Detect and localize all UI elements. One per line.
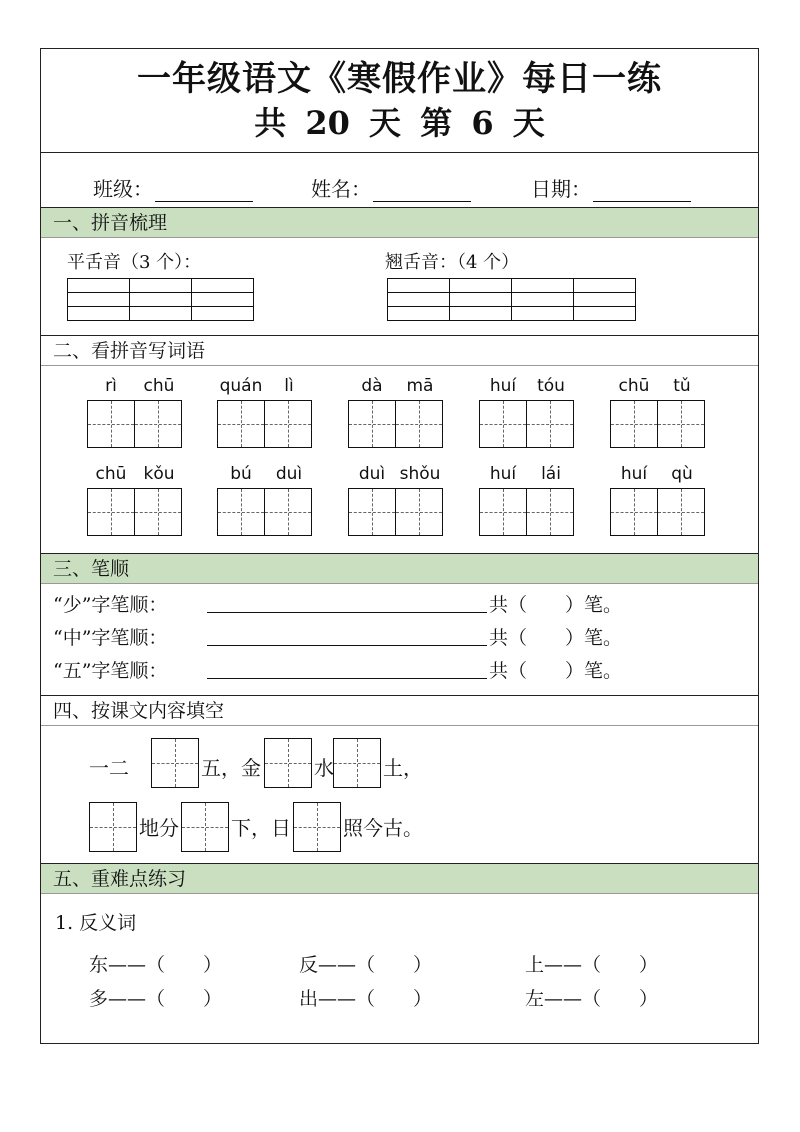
section5-heading: 五、重难点练习 [41,864,758,894]
pinyin-word-group [87,376,185,448]
tianzige-pair [348,488,446,536]
tianzige-box[interactable] [610,488,658,536]
stroke-label: “五”字笔顺： [53,660,168,682]
tianzige-box[interactable] [87,488,135,536]
pinyin [348,464,446,488]
pinyin-word-group [217,376,315,448]
tianzige-pair [87,488,185,536]
fill-box[interactable] [151,738,199,788]
fill-text: 照今古。 [343,816,423,840]
pinyin-syllable: lì [284,376,294,396]
pinyin [479,376,577,400]
tianzige-box[interactable] [527,400,574,448]
section5-body [41,894,758,1054]
antonym-item[interactable]: 出——（ ） [299,988,433,1010]
section1-heading: 一、拼音梳理 [41,208,758,238]
pinyin-syllable: dà [361,376,383,396]
date-blank[interactable] [593,183,691,202]
class-field[interactable] [93,173,253,202]
tianzige-pair [610,400,708,448]
tianzige-box[interactable] [479,488,527,536]
page-subtitle: 共 20 天 第 6 天 [254,104,545,142]
pinyin-syllable: huí [489,464,517,484]
name-label: 姓名： [311,177,371,201]
fill-box[interactable] [181,802,229,852]
pinyin-syllable: huí [620,464,648,484]
pinyin [87,376,185,400]
tianzige-box[interactable] [348,400,396,448]
pinyin-word-group [479,464,577,536]
retroflex-grid[interactable] [387,278,636,321]
fill-text: 土， [383,756,423,780]
tianzige-box[interactable] [348,488,396,536]
tianzige-box[interactable] [658,400,705,448]
class-label: 班级： [93,177,153,201]
name-blank[interactable] [373,183,471,202]
pinyin-syllable: tóu [537,376,565,396]
pinyin [610,376,708,400]
stroke-count[interactable]: 共（ ）笔。 [489,627,623,649]
antonym-item[interactable]: 上——（ ） [525,954,659,976]
retroflex-label: 翘舌音：（4 个） [385,252,520,273]
section4-heading: 四、按课文内容填空 [41,696,758,726]
tianzige-box[interactable] [527,488,574,536]
date-label: 日期： [531,177,591,201]
pinyin [348,376,446,400]
pinyin-syllable: huí [489,376,517,396]
title-block [41,49,758,153]
pinyin-word-group [217,464,315,536]
tianzige-pair [217,488,315,536]
stroke-blank[interactable] [207,612,487,613]
pinyin-word-group [348,376,446,448]
pinyin-word-group [348,464,446,536]
section2-heading: 二、看拼音写词语 [41,336,758,366]
fill-box[interactable] [293,802,341,852]
tianzige-box[interactable] [396,488,443,536]
tianzige-box[interactable] [217,488,265,536]
pinyin [217,464,315,488]
fill-box[interactable] [264,738,312,788]
section3-body [41,584,758,696]
date-field[interactable] [531,173,691,202]
section1-body [41,238,758,336]
tianzige-box[interactable] [265,488,312,536]
tianzige-pair [610,488,708,536]
stroke-blank[interactable] [207,645,487,646]
pinyin-word-group [87,464,185,536]
stroke-count[interactable]: 共（ ）笔。 [489,594,623,616]
tianzige-pair [479,488,577,536]
stroke-row-zhong [53,623,653,653]
stroke-row-wu [53,656,653,686]
stroke-row-shao [53,590,653,620]
pinyin-syllable: qù [671,464,693,484]
pinyin-syllable: duì [358,464,386,484]
pinyin-syllable: chū [143,376,175,396]
flat-tongue-grid[interactable] [67,278,254,321]
pinyin-syllable: rì [105,376,117,396]
pinyin-word-group [479,376,577,448]
section3-heading: 三、笔顺 [41,554,758,584]
pinyin-syllable: lái [541,464,561,484]
tianzige-box[interactable] [87,400,135,448]
antonym-item[interactable]: 多——（ ） [89,988,223,1010]
flat-tongue-label: 平舌音（3 个）： [67,252,202,273]
stroke-count[interactable]: 共（ ）笔。 [489,660,623,682]
tianzige-box[interactable] [135,400,182,448]
tianzige-box[interactable] [396,400,443,448]
pinyin [217,376,315,400]
stroke-blank[interactable] [207,678,487,679]
fill-box[interactable] [89,802,137,852]
worksheet [40,48,759,1044]
pinyin [610,464,708,488]
fill-text: 地分 [139,816,179,840]
tianzige-box[interactable] [265,400,312,448]
pinyin-syllable: chū [618,376,650,396]
antonym-title: 1. 反义词 [55,912,137,934]
tianzige-box[interactable] [217,400,265,448]
antonym-item[interactable]: 东——（ ） [89,954,223,976]
pinyin-syllable: kǒu [143,464,175,484]
tianzige-pair [87,400,185,448]
section2-body [41,366,758,554]
fill-text: 水 [314,756,334,780]
tianzige-pair [348,400,446,448]
pinyin [479,464,577,488]
pinyin-syllable: bú [230,464,252,484]
antonym-item[interactable]: 反——（ ） [299,954,433,976]
tianzige-pair [217,400,315,448]
class-blank[interactable] [155,183,253,202]
antonym-item[interactable]: 左——（ ） [525,988,659,1010]
tianzige-box[interactable] [479,400,527,448]
tianzige-box[interactable] [610,400,658,448]
tianzige-box[interactable] [135,488,182,536]
pinyin-word-group [610,376,708,448]
pinyin-syllable: chū [95,464,127,484]
fill-box[interactable] [333,738,381,788]
stroke-label: “少”字笔顺： [53,594,168,616]
info-row [41,153,758,208]
pinyin-syllable: quán [219,376,263,396]
pinyin [87,464,185,488]
page-title: 一年级语文《寒假作业》每日一练 [137,59,662,99]
tianzige-box[interactable] [658,488,705,536]
pinyin-word-group [610,464,708,536]
fill-text: 一二 [89,756,129,780]
pinyin-syllable: mā [406,376,434,396]
pinyin-syllable: duì [275,464,303,484]
tianzige-pair [479,400,577,448]
pinyin-syllable: tǔ [673,376,691,396]
name-field[interactable] [311,173,471,202]
stroke-label: “中”字笔顺： [53,627,168,649]
fill-text: 下，日 [231,816,291,840]
section4-body [41,726,758,864]
pinyin-syllable: shǒu [399,464,441,484]
fill-text: 五，金 [201,756,261,780]
